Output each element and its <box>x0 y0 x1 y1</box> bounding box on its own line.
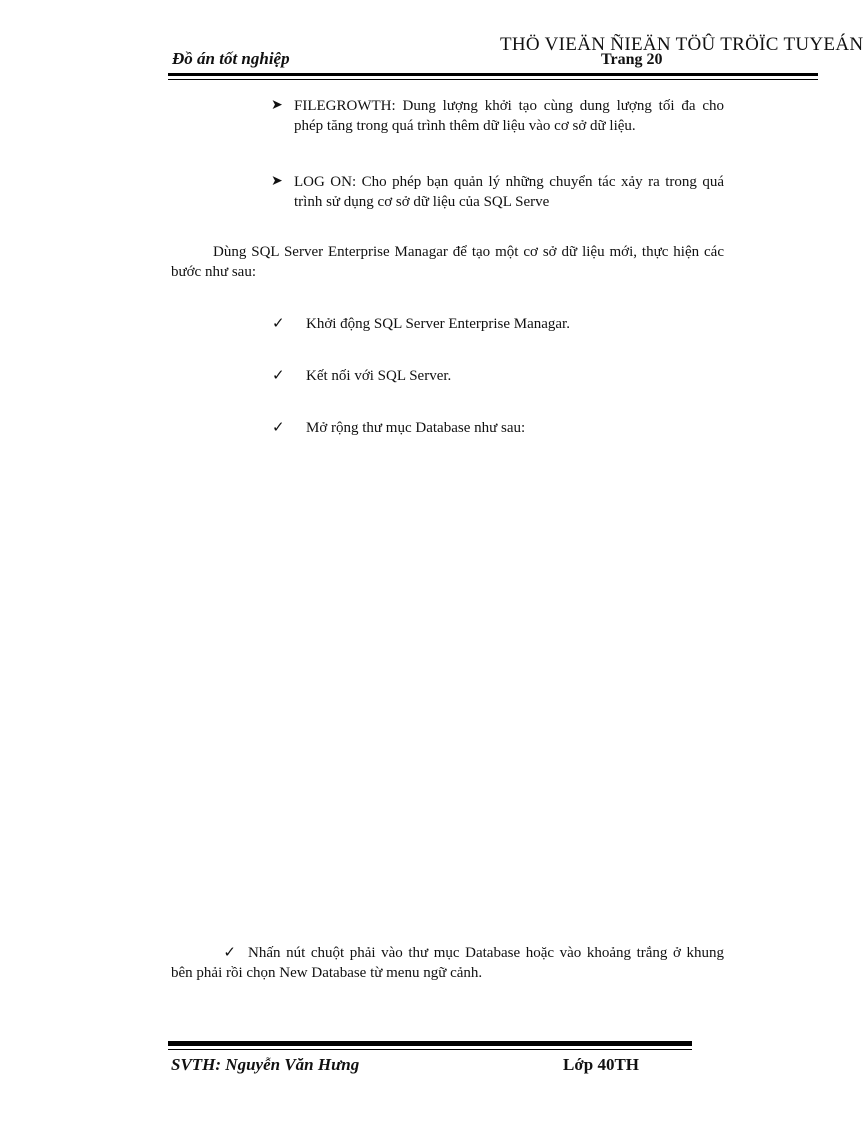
header-watermark: THÖ VIEÄN ÑIEÄN TÖÛ TRÖÏC TUYEÁN <box>500 34 863 55</box>
final-step-text: Nhấn nút chuột phải vào thư mục Database hoặc vào khoảng trắng ở khung bên phải rồi chọn New Database từ menu ngữ cảnh. <box>171 945 724 981</box>
check-icon: ✓ <box>272 368 285 384</box>
check-icon: ✓ <box>272 420 285 436</box>
document-title: Đồ án tốt nghiệp <box>172 49 290 68</box>
intro-paragraph: Dùng SQL Server Enterprise Managar để tạo một cơ sở dữ liệu mới, thực hiện các bước như sau: <box>171 244 724 280</box>
page-number: Trang 20 <box>601 51 663 68</box>
step-1: Khởi động SQL Server Enterprise Managar. <box>306 316 570 332</box>
footer-class: Lớp 40TH <box>563 1055 640 1074</box>
footer-rule-thin <box>168 1049 692 1050</box>
header-rule-thick <box>168 73 818 76</box>
step-2: Kết nối với SQL Server. <box>306 368 452 384</box>
final-step-paragraph <box>171 943 724 983</box>
footer-author: SVTH: Nguyễn Văn Hưng <box>171 1055 360 1074</box>
footer-rule-thick <box>168 1041 692 1046</box>
arrow-bullet-icon: ➤ <box>271 174 283 189</box>
check-icon: ✓ <box>223 945 236 961</box>
bullet-logon: LOG ON: Cho phép bạn quản lý những chuyển tác xảy ra trong quá trình sử dụng cơ sở dữ liệu của SQL Serve <box>294 174 724 210</box>
header-rule-thin <box>168 79 818 80</box>
step-3: Mở rộng thư mục Database như sau: <box>306 420 526 436</box>
check-icon: ✓ <box>272 316 285 332</box>
bullet-filegrowth: FILEGROWTH: Dung lượng khởi tạo cùng dung lượng tối đa cho phép tăng trong quá trình thêm dữ liệu vào cơ sở dữ liệu. <box>294 98 724 134</box>
arrow-bullet-icon: ➤ <box>271 98 283 113</box>
